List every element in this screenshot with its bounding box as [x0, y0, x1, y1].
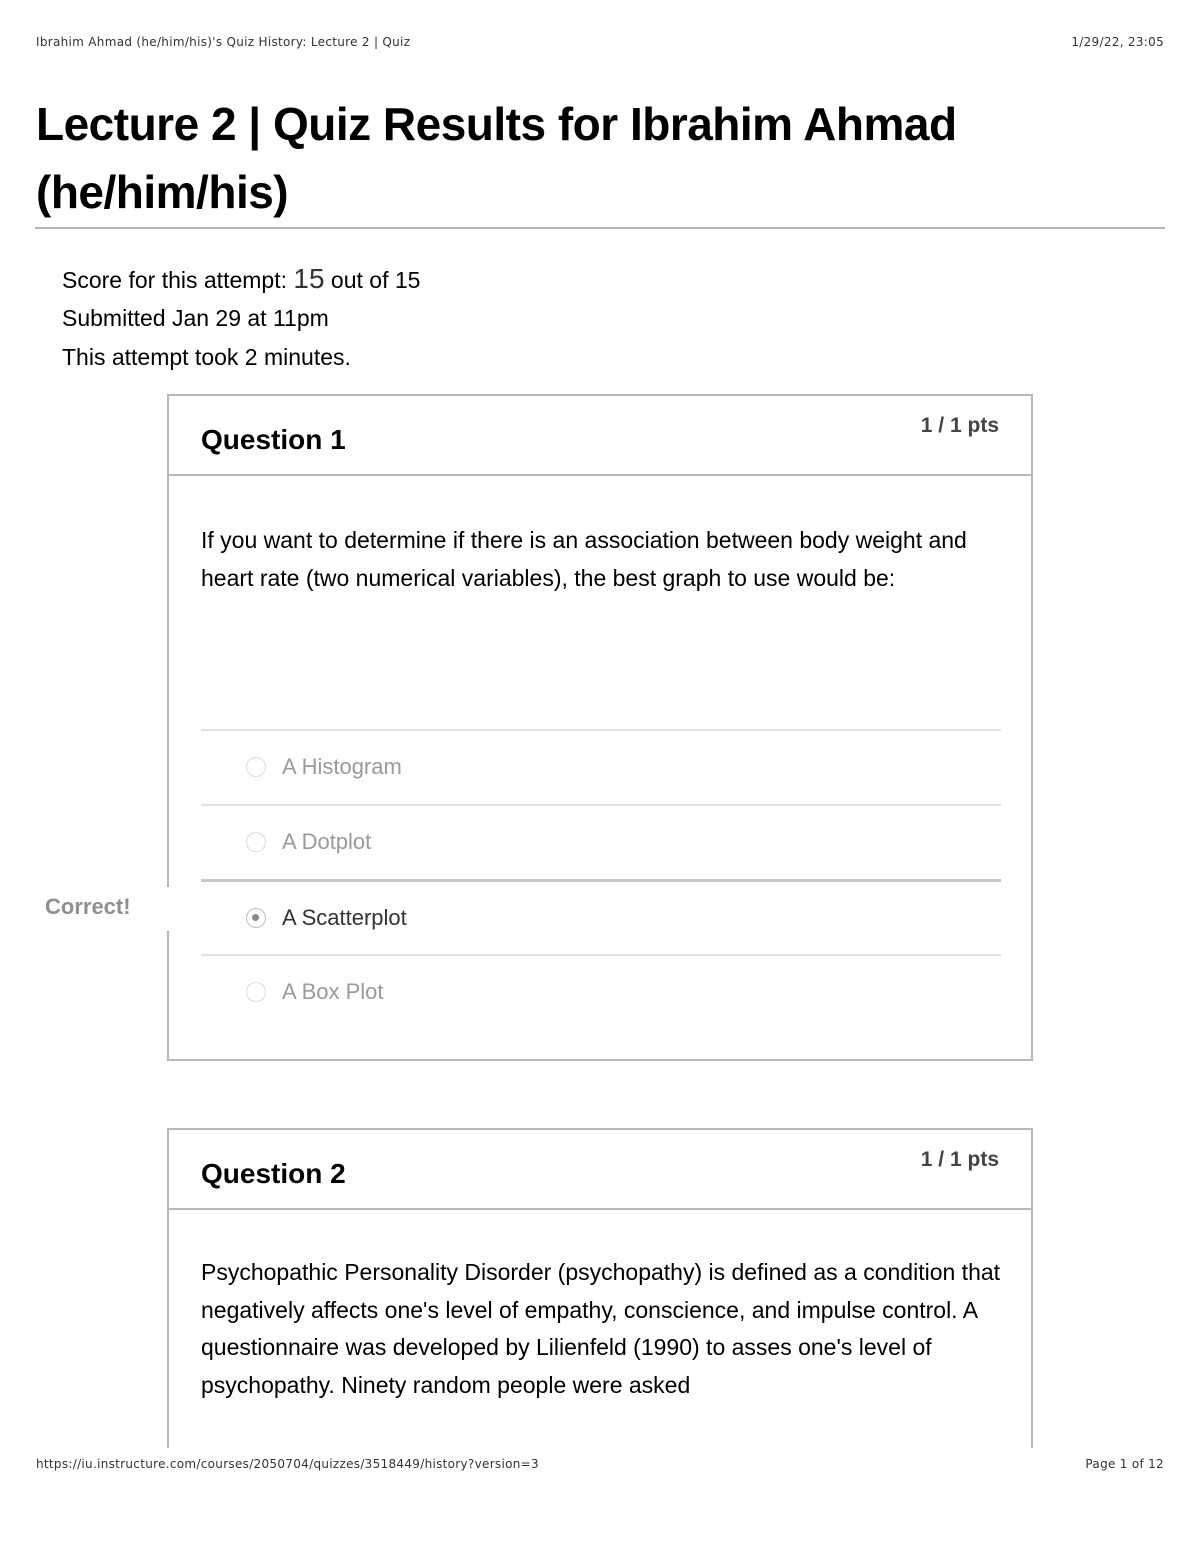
question-card-2 [167, 1128, 1033, 1448]
question-title: Question 2 [201, 1158, 346, 1189]
answer-label: A Box Plot [282, 979, 384, 1004]
page-title-line-1: Lecture 2 | Quiz Results for Ibrahim Ahmad [36, 98, 957, 150]
question-header [169, 1130, 1031, 1210]
answer-option[interactable] [201, 729, 1001, 804]
radio-button[interactable] [246, 757, 266, 777]
attempt-summary [62, 262, 420, 379]
print-footer [36, 1457, 1164, 1471]
radio-button[interactable] [246, 832, 266, 852]
question-title: Question 1 [201, 424, 346, 455]
question-points: 1 / 1 pts [920, 1148, 999, 1171]
page-title-line-2: (he/him/his) [36, 166, 289, 218]
duration-line: This attempt took 2 minutes. [62, 344, 351, 370]
answer-option-selected[interactable] [201, 879, 1001, 954]
answer-option[interactable] [201, 954, 1001, 1029]
print-footer-url: https://iu.instructure.com/courses/2050704/quizzes/3518449/history?version=3 [36, 1457, 539, 1471]
answer-list [201, 729, 1001, 1029]
score-value: 15 [293, 263, 325, 294]
score-suffix: out of 15 [324, 267, 421, 293]
radio-button[interactable] [246, 982, 266, 1002]
print-footer-page-number: Page 1 of 12 [1085, 1457, 1164, 1471]
correct-flag-notch [166, 887, 170, 931]
radio-button-selected[interactable] [246, 908, 266, 928]
question-header [169, 396, 1031, 476]
submitted-line: Submitted Jan 29 at 11pm [62, 305, 329, 331]
print-header-title: Ibrahim Ahmad (he/him/his)'s Quiz History: Lecture 2 | Quiz [36, 35, 411, 49]
page-title [36, 90, 1036, 226]
answer-label: A Histogram [282, 754, 402, 779]
question-card-1 [167, 394, 1033, 1061]
title-divider [35, 227, 1165, 229]
print-header [36, 35, 1164, 49]
question-text: Psychopathic Personality Disorder (psychopathy) is defined as a condition that negatively affects one's level of empathy, conscience, and impulse control. A questionnaire was developed by Lilienfeld (1990) to asses one's level of psychopathy. Ninety random people were asked [201, 1259, 1001, 1398]
print-header-datetime: 1/29/22, 23:05 [1071, 35, 1164, 49]
question-text: If you want to determine if there is an association between body weight and heart rate (two numerical variables), the best graph to use would be: [201, 527, 967, 591]
answer-label: A Dotplot [282, 829, 372, 854]
correct-answer-flag: Correct! [45, 894, 131, 919]
score-prefix: Score for this attempt: [62, 267, 294, 293]
answer-option[interactable] [201, 804, 1001, 879]
question-points: 1 / 1 pts [920, 414, 999, 437]
score-line [62, 262, 420, 301]
answer-label: A Scatterplot [282, 905, 407, 930]
